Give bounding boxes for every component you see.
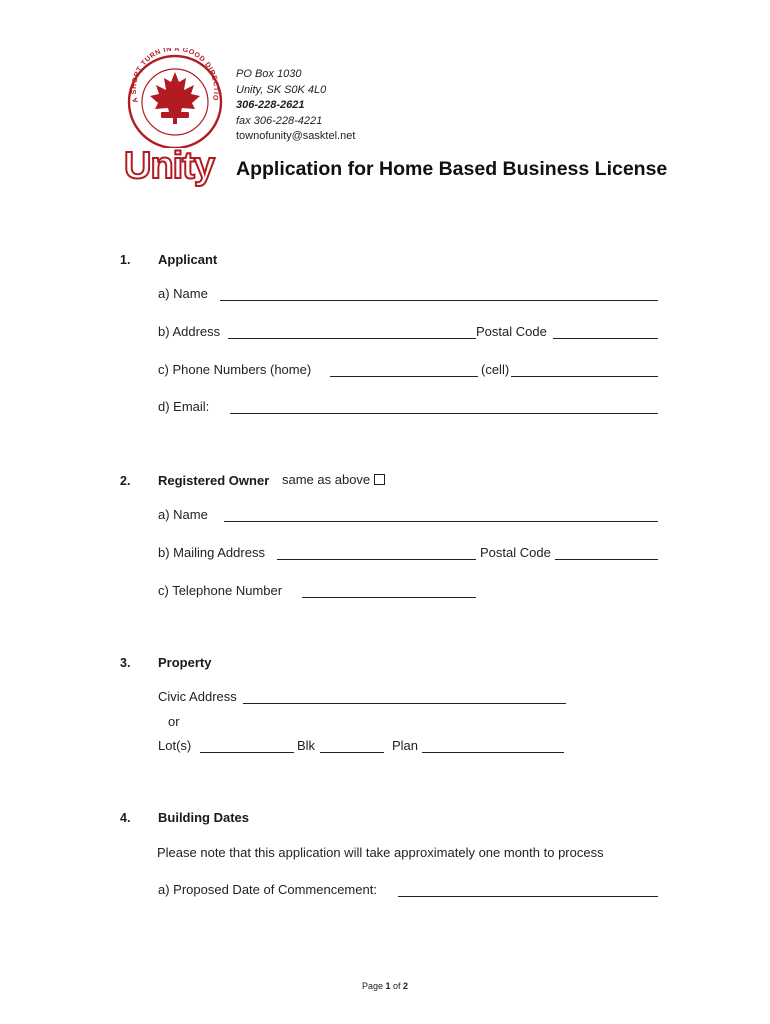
applicant-postal-label: Postal Code: [476, 324, 547, 339]
plan-field[interactable]: [422, 752, 564, 753]
section-heading-property: Property: [158, 655, 212, 670]
section-number: 1.: [120, 253, 131, 267]
applicant-name-label: a) Name: [158, 286, 208, 301]
page-total: 2: [403, 981, 409, 991]
unity-logo-word: Unity: [124, 145, 214, 187]
owner-mailing-field[interactable]: [277, 559, 476, 560]
section-heading-building-dates: Building Dates: [158, 810, 250, 825]
fax-number: fax 306-228-4221: [236, 114, 323, 127]
blk-label: Blk: [297, 738, 316, 753]
lots-label: Lot(s): [158, 738, 192, 753]
city-address: Unity, SK S0K 4L0: [236, 83, 327, 96]
same-as-above-option[interactable]: [282, 472, 385, 487]
or-label: or: [168, 714, 180, 729]
commencement-date-label: a) Proposed Date of Commencement:: [158, 882, 377, 897]
same-as-above-checkbox[interactable]: [374, 474, 385, 485]
applicant-phone-home-label: c) Phone Numbers (home): [158, 362, 312, 377]
contact-block: [236, 67, 355, 145]
applicant-address-label: b) Address: [158, 324, 221, 339]
applicant-phone-home-field[interactable]: [330, 376, 478, 377]
plan-label: Plan: [392, 738, 419, 753]
owner-mailing-label: b) Mailing Address: [158, 545, 265, 560]
page-title: Application for Home Based Business License: [236, 158, 668, 180]
applicant-address-field[interactable]: [228, 338, 476, 339]
same-as-above-label: same as above: [282, 472, 371, 487]
of-word: of: [393, 981, 401, 991]
owner-postal-label: Postal Code: [480, 545, 551, 560]
section-number: 3.: [120, 656, 131, 670]
commencement-date-field[interactable]: [398, 896, 658, 897]
lots-field[interactable]: [200, 752, 294, 753]
page-number: 1: [385, 981, 391, 991]
applicant-cell-field[interactable]: [511, 376, 658, 377]
section-number: 2.: [120, 474, 131, 488]
civic-address-field[interactable]: [243, 703, 566, 704]
town-logo: [120, 48, 230, 196]
applicant-email-field[interactable]: [230, 413, 658, 414]
po-box: PO Box 1030: [236, 68, 302, 80]
owner-phone-field[interactable]: [302, 597, 476, 598]
section-heading-owner: Registered Owner: [158, 473, 270, 488]
civic-address-label: Civic Address: [158, 689, 237, 704]
phone-number: 306-228-2621: [236, 99, 305, 111]
applicant-cell-label: (cell): [481, 362, 510, 377]
applicant-email-label: d) Email:: [158, 399, 210, 414]
section-number: 4.: [120, 811, 131, 825]
owner-name-field[interactable]: [224, 521, 658, 522]
owner-phone-label: c) Telephone Number: [158, 583, 283, 598]
processing-note: Please note that this application will take approximately one month to process: [157, 845, 604, 860]
page-word: Page: [361, 981, 383, 991]
blk-field[interactable]: [320, 752, 384, 753]
page-footer: [0, 981, 770, 991]
section-heading-applicant: Applicant: [158, 252, 218, 267]
applicant-postal-field[interactable]: [553, 338, 658, 339]
owner-postal-field[interactable]: [555, 559, 658, 560]
applicant-name-field[interactable]: [220, 300, 658, 301]
owner-name-label: a) Name: [158, 507, 208, 522]
seal-text: A SHORT TURN IN A GOOD DIRECTIO: [130, 48, 220, 104]
email-address: townofunity@sasktel.net: [236, 130, 356, 142]
